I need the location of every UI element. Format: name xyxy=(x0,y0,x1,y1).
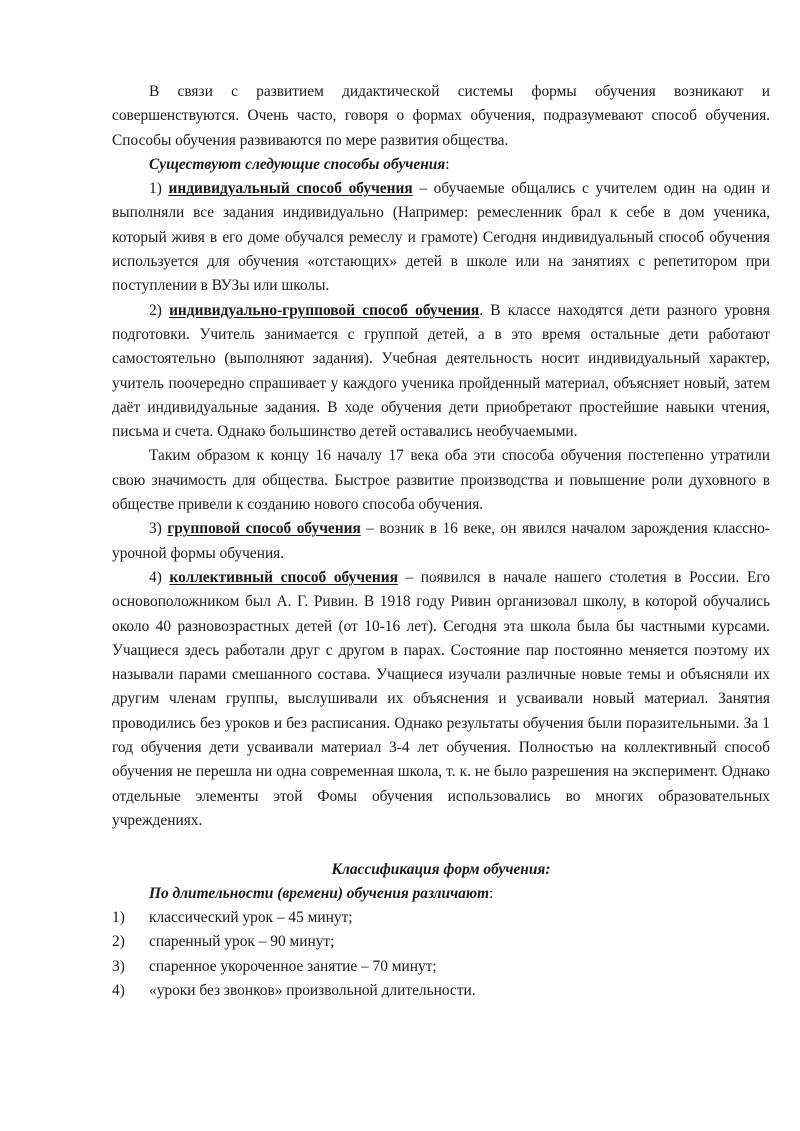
list-item-number: 3) xyxy=(112,957,125,975)
document-body xyxy=(112,80,770,1003)
list-item-number: 2) xyxy=(112,933,125,951)
method-item-3 xyxy=(112,517,770,566)
list-item-text: спаренный урок – 90 минут; xyxy=(149,933,335,951)
method-item-2 xyxy=(112,299,770,445)
list-item-number: 1) xyxy=(112,909,125,927)
list-item-text: «уроки без звонков» произвольной длительности. xyxy=(149,981,476,999)
duration-list xyxy=(112,906,770,1003)
duration-subtitle-colon: : xyxy=(489,884,494,902)
method-item-4-text: – появился в начале нашего столетия в России. Его основоположником был А. Г. Ривин. В 1918 году Ривин организовал школу, в которой обучались около 40 разновозрастных детей (от 10-16 лет). Сегодня эта школа была бы частными курсами. Учащиеся здесь работали друг с другом в парах. Состояние пар постоянно меняется поэтому их называли парами смешанного состава. Учащиеся изучали различные новые темы и объясняли их другим членам группы, выслушивали их объяснения и усваивали новый материал. Занятия проводились без уроков и без расписания. Однако результаты обучения были поразительными. За 1 год обучения дети усваивали материал 3-4 лет обучения. Полностью на коллективный способ обучения не перешла ни одна современная школа, т. к. не было разрешения на эксперимент. Однако отдельные элементы этой Фомы обучения использовались во многих образовательных учреждениях. xyxy=(112,568,771,829)
method-item-3-num: 3) xyxy=(149,520,168,538)
method-item-1-text: – обучаемые общались с учителем один на один и выполняли все задания индивидуально (Например: ремесленник брал к себе в дом ученика, который живя в его доме обучался ремеслу и грамоте) Сегодня индивидуальный способ обучения используется для обучения «отстающих» детей в школе или на занятиях с репетитором при поступлении в ВУЗы или школы. xyxy=(112,180,771,295)
method-item-1-term: индивидуальный способ обучения xyxy=(168,180,413,198)
methods-lead-text: Существуют следующие способы обучения xyxy=(149,155,446,173)
method-item-3-text: – возник в 16 веке, он явился началом зарождения классно-урочной формы обучения. xyxy=(112,520,771,562)
method-item-4-num: 4) xyxy=(149,568,170,586)
method-item-2-term: индивидуально-групповой способ обучения xyxy=(169,301,480,319)
list-item-number: 4) xyxy=(112,981,125,999)
list-item-text: классический урок – 45 минут; xyxy=(149,909,353,927)
transition-paragraph: Таким образом к концу 16 началу 17 века оба эти способа обучения постепенно утратили свою значимость для общества. Быстрое развитие производства и повышение роли духовного в обществе привели к созданию нового способа обучения. xyxy=(112,447,770,514)
methods-lead-colon: : xyxy=(445,155,450,173)
classification-title: Классификация форм обучения: xyxy=(331,860,551,878)
method-item-1-num: 1) xyxy=(149,180,169,198)
method-item-4-term: коллективный способ обучения xyxy=(169,568,398,586)
method-item-2-num: 2) xyxy=(149,301,170,319)
duration-list-item xyxy=(112,906,770,930)
section-spacer xyxy=(112,833,770,857)
duration-list-item xyxy=(112,979,770,1003)
duration-subtitle-text: По длительности (времени) обучения различают xyxy=(149,884,490,902)
duration-subtitle xyxy=(112,882,770,906)
method-item-3-term: групповой способ обучения xyxy=(167,520,361,538)
duration-list-item xyxy=(112,955,770,979)
method-item-2-text: . В классе находятся дети разного уровня подготовки. Учитель занимается с группой детей, а в это время остальные дети работают самостоятельно (выполняют задания). Учебная деятельность носит индивидуальный характер, учитель поочередно спрашивает у каждого ученика пройденный материал, объясняет новый, затем даёт индивидуальные задания. В ходе обучения дети приобретают простейшие навыки чтения, письма и счета. Однако большинство детей оставались необучаемыми. xyxy=(112,301,770,441)
list-item-text: спаренное укороченное занятие – 70 минут; xyxy=(149,957,437,975)
intro-paragraph: В связи с развитием дидактической системы формы обучения возникают и совершенствуются. Очень часто, говоря о формах обучения, подразумевают способ обучения. Способы обучения развиваются по мере развития общества. xyxy=(112,83,770,149)
method-item-1 xyxy=(112,177,770,298)
duration-list-item xyxy=(112,930,770,954)
method-item-4 xyxy=(112,566,770,833)
methods-lead xyxy=(112,153,770,177)
